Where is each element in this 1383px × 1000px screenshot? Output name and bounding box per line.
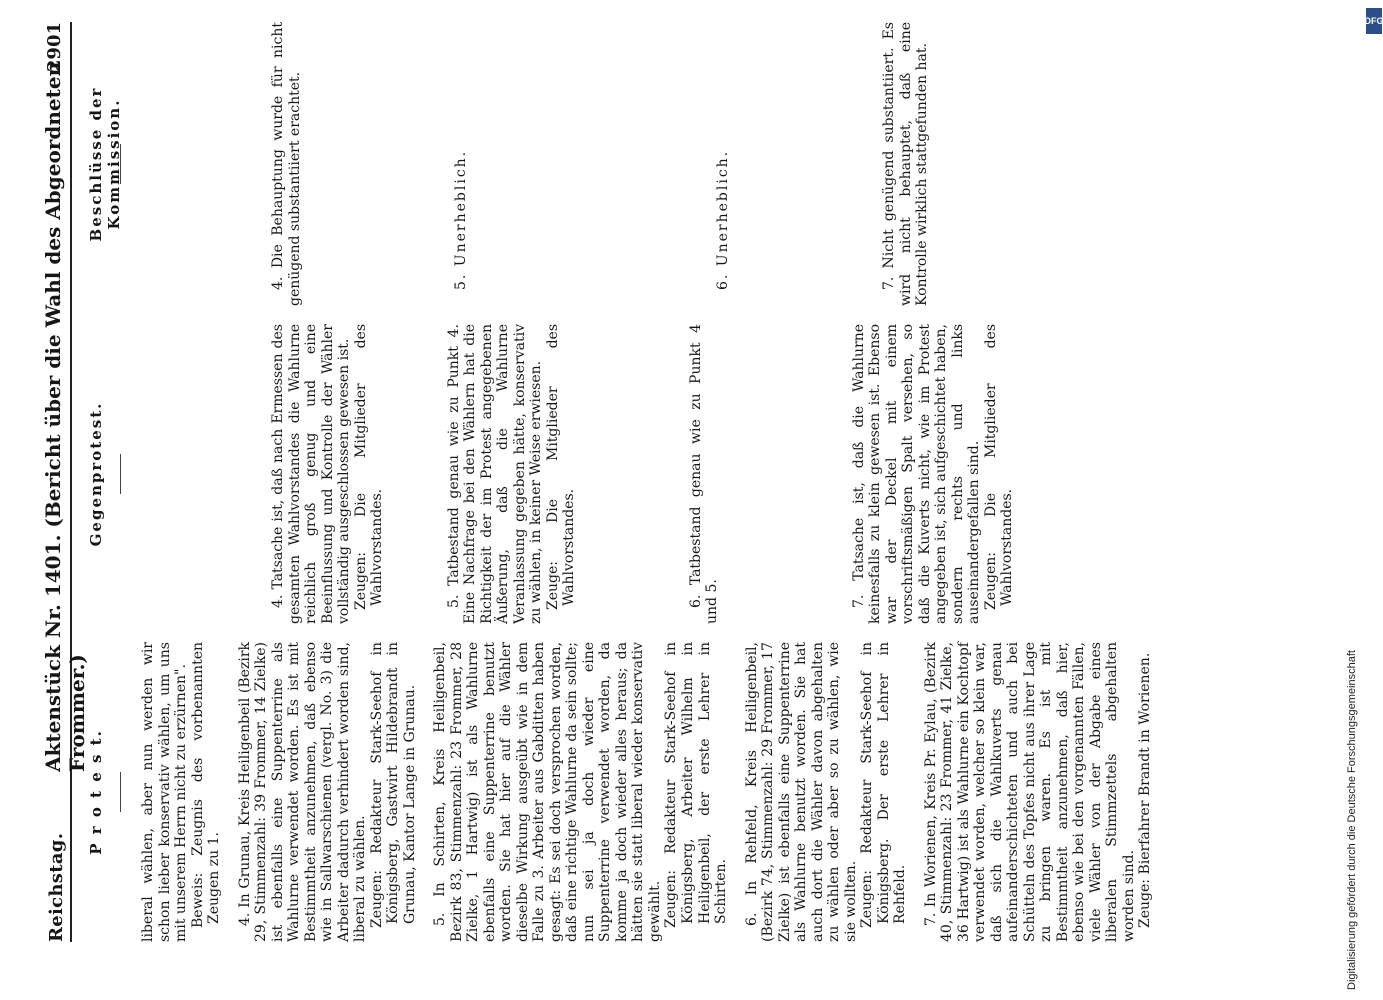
dfg-logo: DFG	[1366, 8, 1382, 34]
sidebar-credit	[1346, 10, 1368, 990]
beschluss-point-6: 6. Unerheblich.	[714, 149, 731, 290]
gegenprotest-point-7: 7. Tatsache ist, daß die Wahlurne keinesfalls zu klein gewesen ist. Ebenso war der Deckel mit einem vorschriftsmäßigen Spalt versehen, so daß die Kuverts nicht, wie im Protest angegeben ist, sich aufgeschichtet haben, sondern rechts und links auseinandergefallen sind.	[850, 324, 983, 624]
protest-point-6-zeugen: Zeugen: Redakteur Stark-Seehof in Königsberg. Der erste Lehrer in Rehfeld.	[859, 642, 909, 928]
beschluss-point-4: 4. Die Behauptung wurde für nicht genügend substantiiert erachtet.	[270, 22, 303, 306]
gegenprotest-point-5: 5. Tatbestand genau wie zu Punkt 4. Eine Nachfrage bei den Wählern hat die Richtigkeit der im Protest angegebenen Äußerung, daß die Wahlurne Veranlassung gegeben hätte, konservativ zu wählen, in keiner Weise erwiesen.	[445, 324, 545, 624]
gegenprotest-point-5-zeuge: Zeuge: Die Mitglieder des Wahlvorstandes.	[544, 324, 578, 610]
page-number: 2901	[44, 22, 65, 73]
gegenprotest-point-6: 6. Tatbestand genau wie zu Punkt 4 und 5.	[687, 324, 721, 624]
protest-point-4-zeugen: Zeugen: Redakteur Stark-Seehof in Königsberg, Gastwirt Hildebrandt in Grunau, Kantor Lange in Grunau.	[368, 642, 418, 928]
protest-column	[140, 642, 1154, 942]
beschluss-point-5: 5. Unerheblich.	[453, 149, 470, 290]
protest-point-4: 4. In Grunau, Kreis Heiligenbeil (Bezirk 29, Stimmenzahl: 39 Frommer, 14 Zielke) ist ebenfalls eine Suppenterrine als Wahlurne verwendet worden. Es ist mit Bestimmtheit anzunehmen, daß ebenso wie in Sallwarschienen (vergl. No. 3) die Arbeiter dadurch verhindert worden sind, liberal zu wählen.	[236, 642, 369, 942]
page-header	[40, 22, 89, 942]
header-left: Reichstag.	[46, 832, 67, 942]
column-rule-gegenprotest	[120, 454, 121, 494]
protest-point-5: 5. In Schirten, Kreis Heiligenbeil, Bezirk 83, Stimmenzahl: 23 Frommer, 28 Zielke, 1 Hartwig) ist als Wahlurne ebenfalls eine Suppenterrine benutzt worden. Sie hat hier auf die Wähler dieselbe Wirkung ausgeübt wie in dem Falle zu 3. Arbeiter aus Gabditten haben gesagt: Es sei doch versprochen worden, daß eine richtige Wahlurne da sein sollte; nun sei ja doch wieder eine Suppenterrine verwendet worden, da komme ja doch wieder alles heraus; da hätten sie statt liberal wieder konservativ gewählt.	[432, 642, 663, 942]
column-head-gegenprotest: Gegenprotest.	[87, 401, 105, 547]
credit-text: Digitalisierung gefördert durch die Deutsche Forschungsgemeinschaft	[1346, 650, 1358, 990]
column-head-beschluesse: Beschlüsse der Kommission.	[87, 86, 123, 242]
column-rule-protest	[120, 772, 121, 812]
column-rule-beschluesse	[120, 144, 121, 184]
protest-intro: liberal wählen, aber nun werden wir schon lieber konservativ wählen, um uns mit unserem Herrn nicht zu erzürnen".	[140, 642, 190, 942]
protest-point-5-zeugen: Zeugen: Redakteur Stark-Seehof in Königsberg, Arbeiter Wilhelm in Heiligenbeil, der erste Lehrer in Schirten.	[663, 642, 730, 928]
document-page	[40, 22, 1154, 942]
column-head-protest: P r o t e s t.	[87, 729, 105, 855]
beschluesse-column	[270, 22, 931, 306]
gegenprotest-point-7-zeugen: Zeugen: Die Mitglieder des Wahlvorstandes.	[982, 324, 1016, 610]
beschluss-point-7: 7. Nicht genügend substantiiert. Es wird nicht behauptet, daß eine Kontrolle wirklich stattgefunden hat.	[881, 22, 931, 306]
protest-point-6: 6. In Rehfeld, Kreis Heiligenbeil, (Bezirk 74, Stimmenzahl: 29 Frommer, 17 Zielke) ist ebenfalls eine Suppenterrine als Wahlurne benutzt worden. Sie hat auch dort die Wähler davon abgehalten zu wählen oder aber so zu wählen, wie sie wollten.	[743, 642, 859, 942]
gegenprotest-column	[270, 324, 1016, 624]
protest-point-7-zeuge: Zeuge: Bierfahrer Brandt in Worienen.	[1137, 652, 1154, 928]
gegenprotest-point-4: 4. Tatsache ist, daß nach Ermessen des gesamten Wahlvorstandes die Wahlurne reichlich groß genug und eine Beeinflussung und Kontrolle der Wähler vollständig ausgeschlossen gewesen ist.	[270, 324, 353, 624]
header-title: Aktenstück Nr. 1401. (Bericht über die Wahl des Abgeordneten Frommer.)	[41, 61, 89, 772]
protest-point-7: 7. In Worienen, Kreis Pr. Eylau, (Bezirk 40, Stimmenzahl: 23 Frommer, 41 Zielke, 36 Hartwig) ist als Wahlurne ein Kochtopf verwendet worden, welcher so klein war, daß sich die Wahlkuverts genau aufeinanderschichteten und auch bei Schütteln des Topfes nicht aus ihrer Lage zu bringen waren. Es ist mit Bestimmtheit anzunehmen, daß hier, ebenso wie bei den vorgenannten Fällen, viele Wähler von der Abgabe eines liberalen Stimmzettels abgehalten worden sind.	[922, 642, 1137, 942]
protest-intro-beweis: Beweis: Zeugnis des vorbenannten Zeugen zu 1.	[189, 642, 223, 928]
gegenprotest-point-4-zeugen: Zeugen: Die Mitglieder des Wahlvorstandes.	[352, 324, 386, 610]
